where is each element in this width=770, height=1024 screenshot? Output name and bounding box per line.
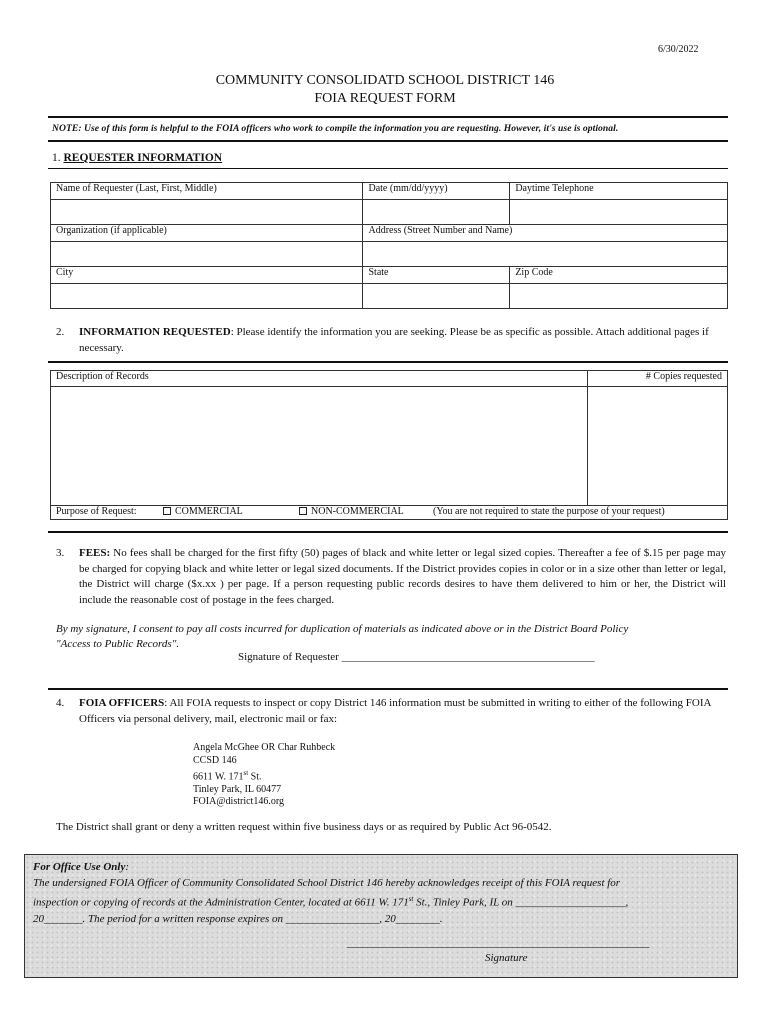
- phone-label: Daytime Telephone: [510, 183, 728, 200]
- copies-field[interactable]: [588, 387, 728, 506]
- top-rule: [48, 116, 728, 118]
- section2-heading: [56, 325, 726, 356]
- organization-field[interactable]: [51, 242, 363, 267]
- fees-text: No fees shall be charged for the first fifty (50) pages of black and white letter or legal sized copies. Thereafter a fee of $.15 per page may be charged for copying black and white letter or legal sized documents. If the District provides copies in color or in a size other than letter or legal, the District will charge ($x.xx ) per page. If a person requesting public records desires to have them delivered to him or her, the District will include the reasonable cost of postage in the fees charged.: [79, 547, 726, 606]
- contact-name: Angela McGhee OR Char Ruhbeck: [193, 742, 336, 753]
- consent-line1: By my signature, I consent to pay all costs incurred for duplication of materials as indicated above or in the District Board Policy: [56, 623, 629, 635]
- consent-statement: [56, 622, 628, 652]
- usage-note: NOTE: Use of this form is helpful to the FOIA officers who work to compile the information you are requesting. However, it's use is optional.: [52, 123, 619, 134]
- city-field[interactable]: [51, 284, 363, 309]
- purpose-note: (You are not required to state the purpose of your request): [433, 506, 665, 517]
- description-field[interactable]: [51, 387, 588, 506]
- office-use-heading: [33, 859, 729, 875]
- section1-number: 1.: [52, 152, 61, 164]
- records-table: [50, 370, 728, 520]
- fees-label: FEES:: [79, 547, 111, 559]
- address-label: Address (Street Number and Name): [363, 225, 728, 242]
- name-label: Name of Requester (Last, First, Middle): [51, 183, 363, 200]
- noncommercial-option[interactable]: [299, 506, 404, 517]
- contact-email[interactable]: FOIA@district146.org: [193, 796, 284, 808]
- form-date: 6/30/2022: [658, 44, 699, 55]
- date-label: Date (mm/dd/yyyy): [363, 183, 510, 200]
- copies-label: # Copies requested: [588, 371, 728, 387]
- requester-signature-field[interactable]: Signature of Requester ______________________________________________: [238, 651, 595, 663]
- section1-label: REQUESTER INFORMATION: [63, 152, 223, 164]
- requester-info-table: [50, 182, 728, 309]
- office-line2b: St., Tinley Park, IL on ____________________,: [413, 896, 629, 909]
- section3-number: 3.: [56, 547, 65, 559]
- description-label: Description of Records: [51, 371, 588, 387]
- contact-org: CCSD 146: [193, 754, 237, 766]
- address-field[interactable]: [363, 242, 728, 267]
- contact-street-text: 6611 W. 171: [193, 771, 244, 783]
- contact-street-end: St.: [248, 771, 262, 783]
- commercial-label: COMMERCIAL: [175, 506, 243, 517]
- zip-label: Zip Code: [510, 267, 728, 284]
- office-line3: 20_______. The period for a written response expires on _________________, 20________.: [33, 912, 443, 925]
- state-label: State: [363, 267, 510, 284]
- office-line2-sup: st: [408, 895, 414, 903]
- section2-rule: [48, 361, 728, 363]
- note-rule: [48, 140, 728, 142]
- form-title: FOIA REQUEST FORM: [314, 91, 456, 106]
- section4-number: 4.: [56, 697, 65, 709]
- response-time-statement: The District shall grant or deny a written request within five business days or as required by Public Act 96-0542.: [56, 821, 552, 833]
- consent-line2: "Access to Public Records".: [56, 638, 180, 650]
- purpose-label: Purpose of Request:: [56, 506, 137, 517]
- contact-street: [193, 767, 335, 784]
- contact-street-sup: st: [243, 769, 249, 777]
- purpose-row: [51, 506, 728, 520]
- checkbox-icon[interactable]: [163, 507, 171, 515]
- checkbox-icon[interactable]: [299, 507, 307, 515]
- city-label: City: [51, 267, 363, 284]
- contact-city: Tinley Park, IL 60477: [193, 783, 282, 795]
- name-field[interactable]: [51, 200, 363, 225]
- office-heading-colon: :: [125, 861, 130, 873]
- section1-rule: [48, 168, 728, 169]
- officer-signature-label: Signature: [485, 952, 528, 964]
- section4-rule: [48, 688, 728, 690]
- commercial-option[interactable]: [163, 506, 243, 517]
- foia-officers-text: : All FOIA requests to inspect or copy District 146 information must be submitted in writing to either of the following FOIA Officers via personal delivery, mail, electronic mail or fax:: [79, 697, 711, 725]
- office-heading-text: For Office Use Only: [33, 861, 126, 873]
- section2-instructions: : Please identify the information you are seeking. Please be as specific as possible. Attach additional pages if necessary.: [79, 326, 709, 354]
- state-field[interactable]: [363, 284, 510, 309]
- officer-signature-field[interactable]: _______________________________________________________: [347, 937, 650, 949]
- organization-label: Organization (if applicable): [51, 225, 363, 242]
- district-title: COMMUNITY CONSOLIDATD SCHOOL DISTRICT 146: [215, 73, 555, 88]
- section1-heading: [52, 152, 222, 164]
- office-line2a: inspection or copying of records at the Administration Center, located at 6611 W. 171: [33, 896, 409, 909]
- contact-block: [193, 742, 335, 809]
- section3-rule: [48, 531, 728, 533]
- date-field[interactable]: [363, 200, 510, 225]
- section3-block: [56, 546, 726, 608]
- section2-label: INFORMATION REQUESTED: [79, 326, 231, 338]
- office-line1: The undersigned FOIA Officer of Community Consolidated School District 146 hereby acknowledges receipt of this FOIA request for: [33, 877, 621, 889]
- section2-number: 2.: [56, 326, 65, 338]
- zip-field[interactable]: [510, 284, 728, 309]
- foia-officers-label: FOIA OFFICERS: [79, 697, 165, 709]
- phone-field[interactable]: [510, 200, 728, 225]
- office-use-box: [24, 854, 738, 978]
- noncommercial-label: NON-COMMERCIAL: [311, 506, 404, 517]
- section4-block: [56, 696, 726, 727]
- office-line2: [33, 891, 729, 911]
